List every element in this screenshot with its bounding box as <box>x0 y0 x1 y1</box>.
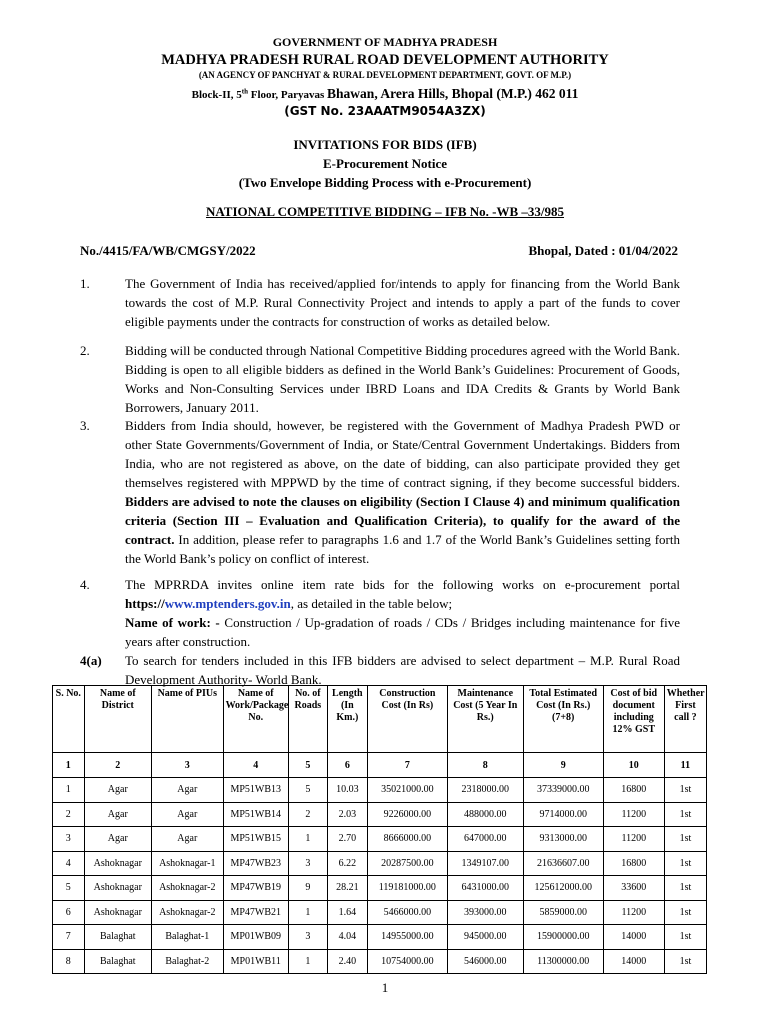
table-row <box>53 900 707 925</box>
table-cell: 5 <box>53 876 85 901</box>
table-cell: 1st <box>664 851 706 876</box>
table-cell: 546000.00 <box>447 949 523 974</box>
table-cell: Agar <box>84 778 151 803</box>
table-cell: Balaghat <box>84 925 151 950</box>
column-header: Maintenance Cost (5 Year In Rs.) <box>447 686 523 753</box>
table-cell: 393000.00 <box>447 900 523 925</box>
table-cell: MP47WB21 <box>223 900 288 925</box>
table-cell: 945000.00 <box>447 925 523 950</box>
para-4a-text: To search for tenders included in this IFB bidders are advised to select department – M.P. Rural Road Development Authority- World Bank. <box>125 653 680 687</box>
table-cell: Balaghat <box>84 949 151 974</box>
column-header: Name of PIUs <box>151 686 223 753</box>
table-row <box>53 802 707 827</box>
table-row <box>53 925 707 950</box>
address-ordinal-suffix: th <box>241 87 249 96</box>
table-cell: Agar <box>151 827 223 852</box>
portal-link[interactable]: www.mptenders.gov.in <box>164 596 291 611</box>
column-number: 9 <box>523 753 603 778</box>
column-header: Whether First call ? <box>664 686 706 753</box>
table-cell: 8 <box>53 949 85 974</box>
table-cell: 11200 <box>603 900 664 925</box>
address-part-1: Block-II, 5 <box>191 89 242 101</box>
table-cell: MP51WB13 <box>223 778 288 803</box>
table-cell: 16800 <box>603 778 664 803</box>
table-cell: 11300000.00 <box>523 949 603 974</box>
column-number-row <box>53 753 707 778</box>
name-of-work-label: Name of work: - <box>125 615 220 630</box>
page-number: 1 <box>381 980 389 995</box>
name-of-work-text: Construction / Up-gradation of roads / CDs / Bridges including maintenance for five years after construction. <box>125 615 680 649</box>
reference-date: Bhopal, Dated : 01/04/2022 <box>528 243 678 258</box>
para-4-after-link: , as detailed in the table below; <box>290 596 453 611</box>
column-header: No. of Roads <box>288 686 327 753</box>
table-cell: 10754000.00 <box>367 949 447 974</box>
table-cell: 125612000.00 <box>523 876 603 901</box>
table-cell: Ashoknagar <box>84 851 151 876</box>
table-cell: Agar <box>84 802 151 827</box>
table-cell: MP47WB23 <box>223 851 288 876</box>
table-cell: 2.03 <box>327 802 367 827</box>
para-3-body: Bidders from India should, however, be registered with the Government of Madhya Pradesh PWD or other State Governments/Government of India, or State/Central Government Undertakings. Bidders from India, who are not registered as above, on the date of bidding, can also participate provided they get themselves registered with MPPWD by the time of contract signing, if they become successful bidders. <box>125 418 680 490</box>
address-part-2: Floor, Paryavas <box>248 89 328 101</box>
table-cell: 37339000.00 <box>523 778 603 803</box>
table-cell: Balaghat-2 <box>151 949 223 974</box>
table-row <box>53 778 707 803</box>
agency-subheading: (AN AGENCY OF PANCHYAT & RURAL DEVELOPMENT DEPARTMENT, GOVT. OF M.P.) <box>198 70 572 80</box>
column-number: 2 <box>84 753 151 778</box>
para-4-number: 4. <box>80 577 90 592</box>
table-cell: 35021000.00 <box>367 778 447 803</box>
para-1-text: The Government of India has received/applied for/intends to apply for financing from the World Bank towards the cost of M.P. Rural Connectivity Project and intends to apply a part of the funds to cover eligible payments under the contracts for construction of works as detailed below. <box>125 276 680 329</box>
table-cell: Agar <box>84 827 151 852</box>
para-4-body: The MPRRDA invites online item rate bids for the following works on e-procurement portal <box>125 577 680 592</box>
table-cell: Agar <box>151 778 223 803</box>
table-cell: Ashoknagar <box>84 900 151 925</box>
table-cell: Ashoknagar-2 <box>151 900 223 925</box>
para-1-number: 1. <box>80 276 90 291</box>
column-number: 4 <box>223 753 288 778</box>
table-cell: 14955000.00 <box>367 925 447 950</box>
portal-link-prefix: https:// <box>125 596 165 611</box>
gst-number: (GST No. 23AAATM9054A3ZX) <box>284 104 486 118</box>
column-header: Construction Cost (In Rs) <box>367 686 447 753</box>
table-cell: 1st <box>664 802 706 827</box>
notice-title: INVITATIONS FOR BIDS (IFB) <box>293 137 477 152</box>
para-3-tail: In addition, please refer to paragraphs 1.6 and 1.7 of the World Bank’s Guidelines setting forth the World Bank’s policy on conflict of interest. <box>125 532 680 566</box>
table-cell: 3 <box>288 925 327 950</box>
table-cell: 10.03 <box>327 778 367 803</box>
column-number: 7 <box>367 753 447 778</box>
table-cell: 6431000.00 <box>447 876 523 901</box>
table-cell: 20287500.00 <box>367 851 447 876</box>
table-cell: 11200 <box>603 827 664 852</box>
table-cell: 1.64 <box>327 900 367 925</box>
table-cell: 33600 <box>603 876 664 901</box>
ifb-number: NATIONAL COMPETITIVE BIDDING – IFB No. -WB –33/985 <box>205 204 565 219</box>
table-cell: 28.21 <box>327 876 367 901</box>
para-3-emphasis: Bidders are advised to note the clauses on eligibility (Section I Clause 4) and minimum qualification criteria (Section III – Evaluation and Qualification Criteria), to qualify for the award of the contract. <box>125 494 680 547</box>
table-cell: 9313000.00 <box>523 827 603 852</box>
table-cell: 1 <box>53 778 85 803</box>
table-cell: Ashoknagar-2 <box>151 876 223 901</box>
table-cell: 2.40 <box>327 949 367 974</box>
table-cell: 5 <box>288 778 327 803</box>
govt-heading: GOVERNMENT OF MADHYA PRADESH <box>272 35 498 49</box>
table-cell: 1 <box>288 900 327 925</box>
para-2-number: 2. <box>80 343 90 358</box>
table-cell: 4 <box>53 851 85 876</box>
table-cell: 6 <box>53 900 85 925</box>
table-cell: 6.22 <box>327 851 367 876</box>
table-cell: 1st <box>664 900 706 925</box>
column-number: 3 <box>151 753 223 778</box>
table-cell: 14000 <box>603 925 664 950</box>
table-cell: 119181000.00 <box>367 876 447 901</box>
para-3-number: 3. <box>80 418 90 433</box>
table-cell: 8666000.00 <box>367 827 447 852</box>
table-row <box>53 851 707 876</box>
table-cell: 1349107.00 <box>447 851 523 876</box>
table-cell: Ashoknagar <box>84 876 151 901</box>
column-number: 11 <box>664 753 706 778</box>
works-table <box>52 685 707 974</box>
table-body <box>53 778 707 974</box>
table-cell: 9 <box>288 876 327 901</box>
column-number: 5 <box>288 753 327 778</box>
table-cell: 1st <box>664 778 706 803</box>
table-cell: 9226000.00 <box>367 802 447 827</box>
table-cell: 1st <box>664 827 706 852</box>
table-cell: 2 <box>288 802 327 827</box>
para-2-text: Bidding will be conducted through National Competitive Bidding procedures agreed with the World Bank. Bidding is open to all eligible bidders as defined in the World Bank’s Guidelines: Procurement of Goods, Works and Non-Consulting Services under IBRD Loans and IDA Credits & Grants by World Bank Borrowers, January 2011. <box>125 343 680 415</box>
table-cell: 2.70 <box>327 827 367 852</box>
address-part-3: Bhawan, Arera Hills, Bhopal (M.P.) 462 011 <box>327 86 579 101</box>
column-header: Name of District <box>84 686 151 753</box>
column-header: Cost of bid document including 12% GST <box>603 686 664 753</box>
table-cell: MP01WB11 <box>223 949 288 974</box>
table-row <box>53 827 707 852</box>
table-cell: 1st <box>664 949 706 974</box>
authority-heading: MADHYA PRADESH RURAL ROAD DEVELOPMENT AUTHORITY <box>161 52 609 68</box>
table-cell: 647000.00 <box>447 827 523 852</box>
table-cell: MP51WB14 <box>223 802 288 827</box>
table-cell: 1st <box>664 925 706 950</box>
table-cell: 1 <box>288 949 327 974</box>
table-cell: 21636607.00 <box>523 851 603 876</box>
table-cell: 9714000.00 <box>523 802 603 827</box>
column-header: Name of Work/Package No. <box>223 686 288 753</box>
table-cell: 14000 <box>603 949 664 974</box>
column-header: Length (In Km.) <box>327 686 367 753</box>
column-number: 1 <box>53 753 85 778</box>
address-line <box>0 86 770 102</box>
table-cell: 1 <box>288 827 327 852</box>
table-cell: MP47WB19 <box>223 876 288 901</box>
table-cell: Agar <box>151 802 223 827</box>
table-cell: MP51WB15 <box>223 827 288 852</box>
para-4-text <box>125 575 680 651</box>
para-3-text <box>125 416 680 568</box>
table-cell: 3 <box>288 851 327 876</box>
column-number: 8 <box>447 753 523 778</box>
table-cell: 16800 <box>603 851 664 876</box>
table-cell: 4.04 <box>327 925 367 950</box>
table-cell: 3 <box>53 827 85 852</box>
table-cell: Ashoknagar-1 <box>151 851 223 876</box>
table-cell: 5466000.00 <box>367 900 447 925</box>
table-cell: 2318000.00 <box>447 778 523 803</box>
para-4a-number: 4(a) <box>80 653 102 668</box>
table-cell: 11200 <box>603 802 664 827</box>
table-row <box>53 876 707 901</box>
table-cell: 2 <box>53 802 85 827</box>
table-row <box>53 949 707 974</box>
table-cell: MP01WB09 <box>223 925 288 950</box>
table-cell: 7 <box>53 925 85 950</box>
table-cell: 1st <box>664 876 706 901</box>
table-cell: 5859000.00 <box>523 900 603 925</box>
table-cell: 488000.00 <box>447 802 523 827</box>
bidding-process: (Two Envelope Bidding Process with e-Procurement) <box>238 175 532 190</box>
table-header-row <box>53 686 707 753</box>
column-header: S. No. <box>53 686 85 753</box>
table-cell: Balaghat-1 <box>151 925 223 950</box>
reference-number: No./4415/FA/WB/CMGSY/2022 <box>80 243 256 258</box>
table-cell: 15900000.00 <box>523 925 603 950</box>
notice-subtitle: E-Procurement Notice <box>322 156 448 171</box>
column-number: 6 <box>327 753 367 778</box>
column-header: Total Estimated Cost (In Rs.) (7+8) <box>523 686 603 753</box>
column-number: 10 <box>603 753 664 778</box>
